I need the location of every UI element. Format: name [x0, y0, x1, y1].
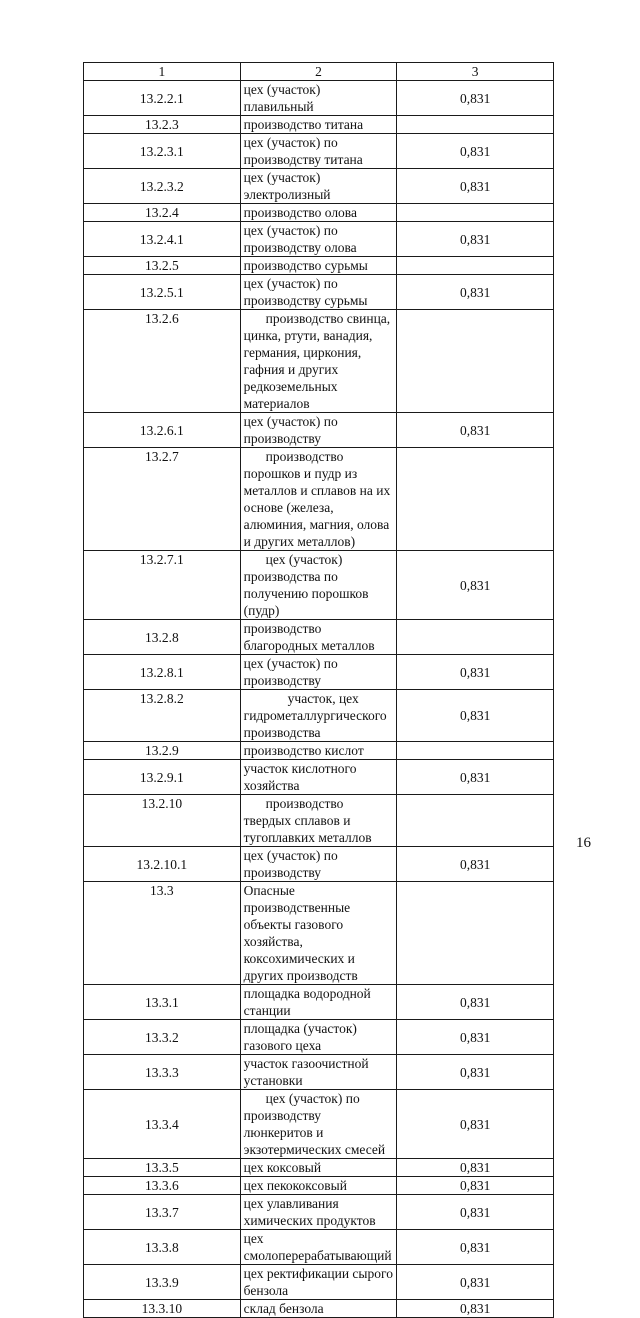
row-value: 0,831	[397, 1300, 554, 1318]
row-name: цех (участок) по производству титана	[240, 134, 397, 169]
table-row	[84, 690, 554, 742]
table-row	[84, 1090, 554, 1159]
row-name: цех пекококсовый	[240, 1177, 397, 1195]
row-value: 0,831	[397, 655, 554, 690]
row-name: цех улавливания химических продуктов	[240, 1195, 397, 1230]
table-row	[84, 1195, 554, 1230]
row-name: цех (участок) по производству	[240, 847, 397, 882]
row-value	[397, 204, 554, 222]
row-name: цех (участок) производства по получению порошков (пудр)	[240, 551, 397, 620]
table-row	[84, 551, 554, 620]
row-value: 0,831	[397, 985, 554, 1020]
document-page	[83, 62, 554, 1318]
row-code: 13.3	[84, 882, 241, 985]
header-col-3: 3	[397, 63, 554, 81]
row-value: 0,831	[397, 760, 554, 795]
row-code: 13.2.5	[84, 257, 241, 275]
table-row	[84, 222, 554, 257]
row-name: цех (участок) по производству	[240, 413, 397, 448]
row-name: производство свинца, цинка, ртути, ванадия, германия, циркония, гафния и других редкоземельных материалов	[240, 310, 397, 413]
table-row	[84, 1020, 554, 1055]
table-row	[84, 795, 554, 847]
table-row	[84, 1055, 554, 1090]
row-value: 0,831	[397, 1265, 554, 1300]
table-row	[84, 81, 554, 116]
row-value: 0,831	[397, 1195, 554, 1230]
row-code: 13.3.9	[84, 1265, 241, 1300]
row-code: 13.3.1	[84, 985, 241, 1020]
table-row	[84, 448, 554, 551]
row-value: 0,831	[397, 275, 554, 310]
table-row	[84, 742, 554, 760]
row-name: площадка (участок) газового цеха	[240, 1020, 397, 1055]
table-row	[84, 985, 554, 1020]
row-code: 13.3.6	[84, 1177, 241, 1195]
row-code: 13.2.7.1	[84, 551, 241, 620]
row-name: Опасные производственные объекты газового хозяйства, коксохимических и других производств	[240, 882, 397, 985]
row-name: цех (участок) плавильный	[240, 81, 397, 116]
row-value: 0,831	[397, 1159, 554, 1177]
table-row	[84, 620, 554, 655]
row-value: 0,831	[397, 1055, 554, 1090]
row-value	[397, 310, 554, 413]
row-name: производство твердых сплавов и тугоплавких металлов	[240, 795, 397, 847]
row-value: 0,831	[397, 847, 554, 882]
table-row	[84, 116, 554, 134]
row-name: площадка водородной станции	[240, 985, 397, 1020]
row-code: 13.2.10	[84, 795, 241, 847]
row-code: 13.2.8	[84, 620, 241, 655]
table-row	[84, 169, 554, 204]
row-value	[397, 742, 554, 760]
row-value: 0,831	[397, 134, 554, 169]
row-code: 13.2.10.1	[84, 847, 241, 882]
row-value: 0,831	[397, 413, 554, 448]
row-code: 13.3.10	[84, 1300, 241, 1318]
page-number: 16	[576, 835, 591, 851]
row-value: 0,831	[397, 222, 554, 257]
row-value: 0,831	[397, 1020, 554, 1055]
row-code: 13.3.7	[84, 1195, 241, 1230]
row-value: 0,831	[397, 1177, 554, 1195]
row-code: 13.3.2	[84, 1020, 241, 1055]
row-code: 13.3.5	[84, 1159, 241, 1177]
row-name: цех (участок) по производству сурьмы	[240, 275, 397, 310]
row-value	[397, 795, 554, 847]
table-row	[84, 760, 554, 795]
table-row	[84, 882, 554, 985]
rates-table	[83, 62, 554, 1318]
row-code: 13.2.3.2	[84, 169, 241, 204]
row-name: производство порошков и пудр из металлов и сплавов на их основе (железа, алюминия, магния, олова и других металлов)	[240, 448, 397, 551]
row-code: 13.2.8.1	[84, 655, 241, 690]
row-code: 13.2.8.2	[84, 690, 241, 742]
row-value	[397, 620, 554, 655]
table-row	[84, 275, 554, 310]
table-row	[84, 847, 554, 882]
row-name: участок газоочистной установки	[240, 1055, 397, 1090]
row-code: 13.2.6	[84, 310, 241, 413]
row-code: 13.3.3	[84, 1055, 241, 1090]
row-value	[397, 448, 554, 551]
row-name: цех (участок) электролизный	[240, 169, 397, 204]
table-row	[84, 655, 554, 690]
table-row	[84, 310, 554, 413]
row-value	[397, 116, 554, 134]
row-value	[397, 882, 554, 985]
table-row	[84, 1300, 554, 1318]
row-code: 13.2.5.1	[84, 275, 241, 310]
row-name: производство сурьмы	[240, 257, 397, 275]
row-code: 13.3.8	[84, 1230, 241, 1265]
row-code: 13.2.9	[84, 742, 241, 760]
table-header-row	[84, 63, 554, 81]
row-value: 0,831	[397, 1090, 554, 1159]
row-code: 13.2.3	[84, 116, 241, 134]
row-code: 13.2.6.1	[84, 413, 241, 448]
table-row	[84, 413, 554, 448]
table-row	[84, 257, 554, 275]
row-code: 13.2.3.1	[84, 134, 241, 169]
row-value	[397, 257, 554, 275]
row-name: цех ректификации сырого бензола	[240, 1265, 397, 1300]
row-value: 0,831	[397, 551, 554, 620]
row-name: цех (участок) по производству люнкеритов и экзотермических смесей	[240, 1090, 397, 1159]
row-name: цех коксовый	[240, 1159, 397, 1177]
table-row	[84, 204, 554, 222]
row-name: производство титана	[240, 116, 397, 134]
row-name: цех (участок) по производству олова	[240, 222, 397, 257]
table-row	[84, 1159, 554, 1177]
table-row	[84, 1230, 554, 1265]
row-name: цех (участок) по производству	[240, 655, 397, 690]
row-name: цех смолоперерабатывающий	[240, 1230, 397, 1265]
table-row	[84, 134, 554, 169]
row-name: участок, цех гидрометаллургического производства	[240, 690, 397, 742]
table-row	[84, 1265, 554, 1300]
row-name: участок кислотного хозяйства	[240, 760, 397, 795]
row-value: 0,831	[397, 690, 554, 742]
row-code: 13.2.4	[84, 204, 241, 222]
row-value: 0,831	[397, 169, 554, 204]
header-col-1: 1	[84, 63, 241, 81]
row-code: 13.3.4	[84, 1090, 241, 1159]
row-name: производство благородных металлов	[240, 620, 397, 655]
row-code: 13.2.2.1	[84, 81, 241, 116]
row-value: 0,831	[397, 1230, 554, 1265]
row-code: 13.2.4.1	[84, 222, 241, 257]
row-name: производство олова	[240, 204, 397, 222]
table-row	[84, 1177, 554, 1195]
header-col-2: 2	[240, 63, 397, 81]
row-code: 13.2.7	[84, 448, 241, 551]
row-value: 0,831	[397, 81, 554, 116]
row-code: 13.2.9.1	[84, 760, 241, 795]
row-name: склад бензола	[240, 1300, 397, 1318]
row-name: производство кислот	[240, 742, 397, 760]
